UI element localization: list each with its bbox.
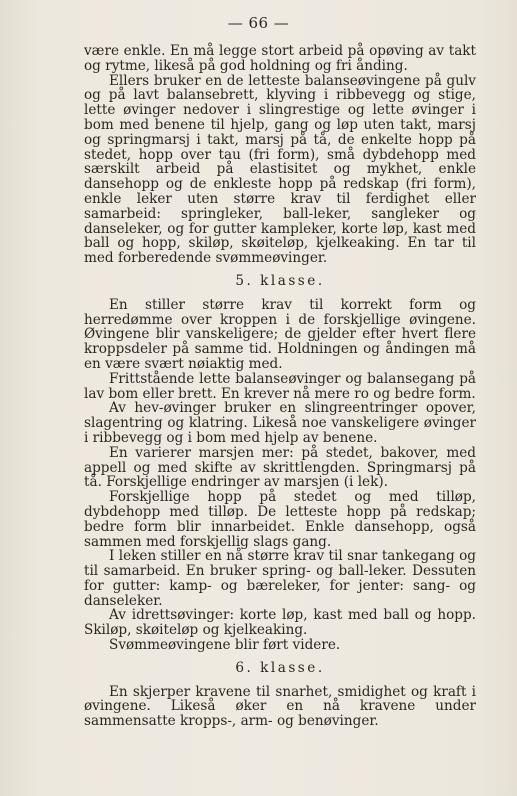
paragraph: Svømmeøvingene blir ført videre. [109, 637, 341, 654]
paragraph: I leken stiller en nå større krav til snar tankegang og til samarbeid. En bruker spring- og ball-leker. Dessuten for gutter: kamp- og bæreleker, for jenter: sang- og danseleker. [84, 548, 476, 609]
page-number: — 66 — [227, 14, 290, 32]
paragraph: Av idrettsøvinger: korte løp, kast med ball og hopp. Skiløp, skøiteløp og kjelkeaking. [84, 607, 476, 639]
paragraph: En skjerper kravene til snarhet, smidighet og kraft i øvingene. Likeså øker en nå kravene under sammensatte kropps-, arm- og benøvinger. [84, 683, 476, 730]
paragraph: En stiller større krav til korrekt form og herredømme over kroppen i de forskjellige øvingene. Øvingene blir vanskeligere; de gjelder efter hvert flere kroppsdeler på samme tid. Holdningen og åndingen må en være svært nøiaktig med. [84, 296, 476, 372]
paragraph: Ellers bruker en de letteste balanseøvingene på gulv og på lavt balansebrett, klyving i ribbevegg og stige, lette øvinger nedover i slingrestige og lette øvinger i bom med benene til hjelp, gang og løp uten takt, marsj og springmarsj i takt, marsj på tå, de enkelte hopp på stedet, hopp over tau (fri form), små dybdehopp med særskilt arbeid på elastisitet og mykhet, enkle dansehopp og de enkleste hopp på redskap (fri form), enkle leker uten større krav til ferdighet eller samarbeid: springleker, ball-leker, sangleker og danseleker, og for gutter kampleker, korte løp, kast med ball og hopp, skiløp, skøiteløp, kjelkeaking. En tar til med forberedende svømmeøvinger. [84, 72, 476, 267]
section-heading-5-klasse: 5. klasse. [235, 272, 325, 289]
body-text [84, 44, 476, 729]
paragraph: Av hev-øvinger bruker en slingreentringer opover, slagentring og klatring. Likeså noe vanskeligere øvinger i ribbevegg og i bom med hjelp av benene. [84, 400, 476, 446]
paragraph: Frittstående lette balanseøvinger og balansegang på lav bom eller brett. En krever nå mere ro og bedre form. [84, 370, 476, 402]
paragraph: En varierer marsjen mer: på stedet, bakover, med appell og med skifte av skrittlengden. Springmarsj på tå. Forskjellige endringer av marsjen (i lek). [84, 444, 476, 491]
paragraph: være enkle. En må legge stort arbeid på opøving av takt og rytme, likeså på god holdning og fri ånding. [84, 43, 476, 74]
paragraph: Forskjellige hopp på stedet og med tilløp, dybdehopp med tilløp. De letteste hopp på redskap; bedre form blir innarbeidet. Enkle dansehopp, også sammen med forskjellig slags gang. [84, 489, 476, 550]
section-heading-6-klasse: 6. klasse. [235, 659, 325, 676]
